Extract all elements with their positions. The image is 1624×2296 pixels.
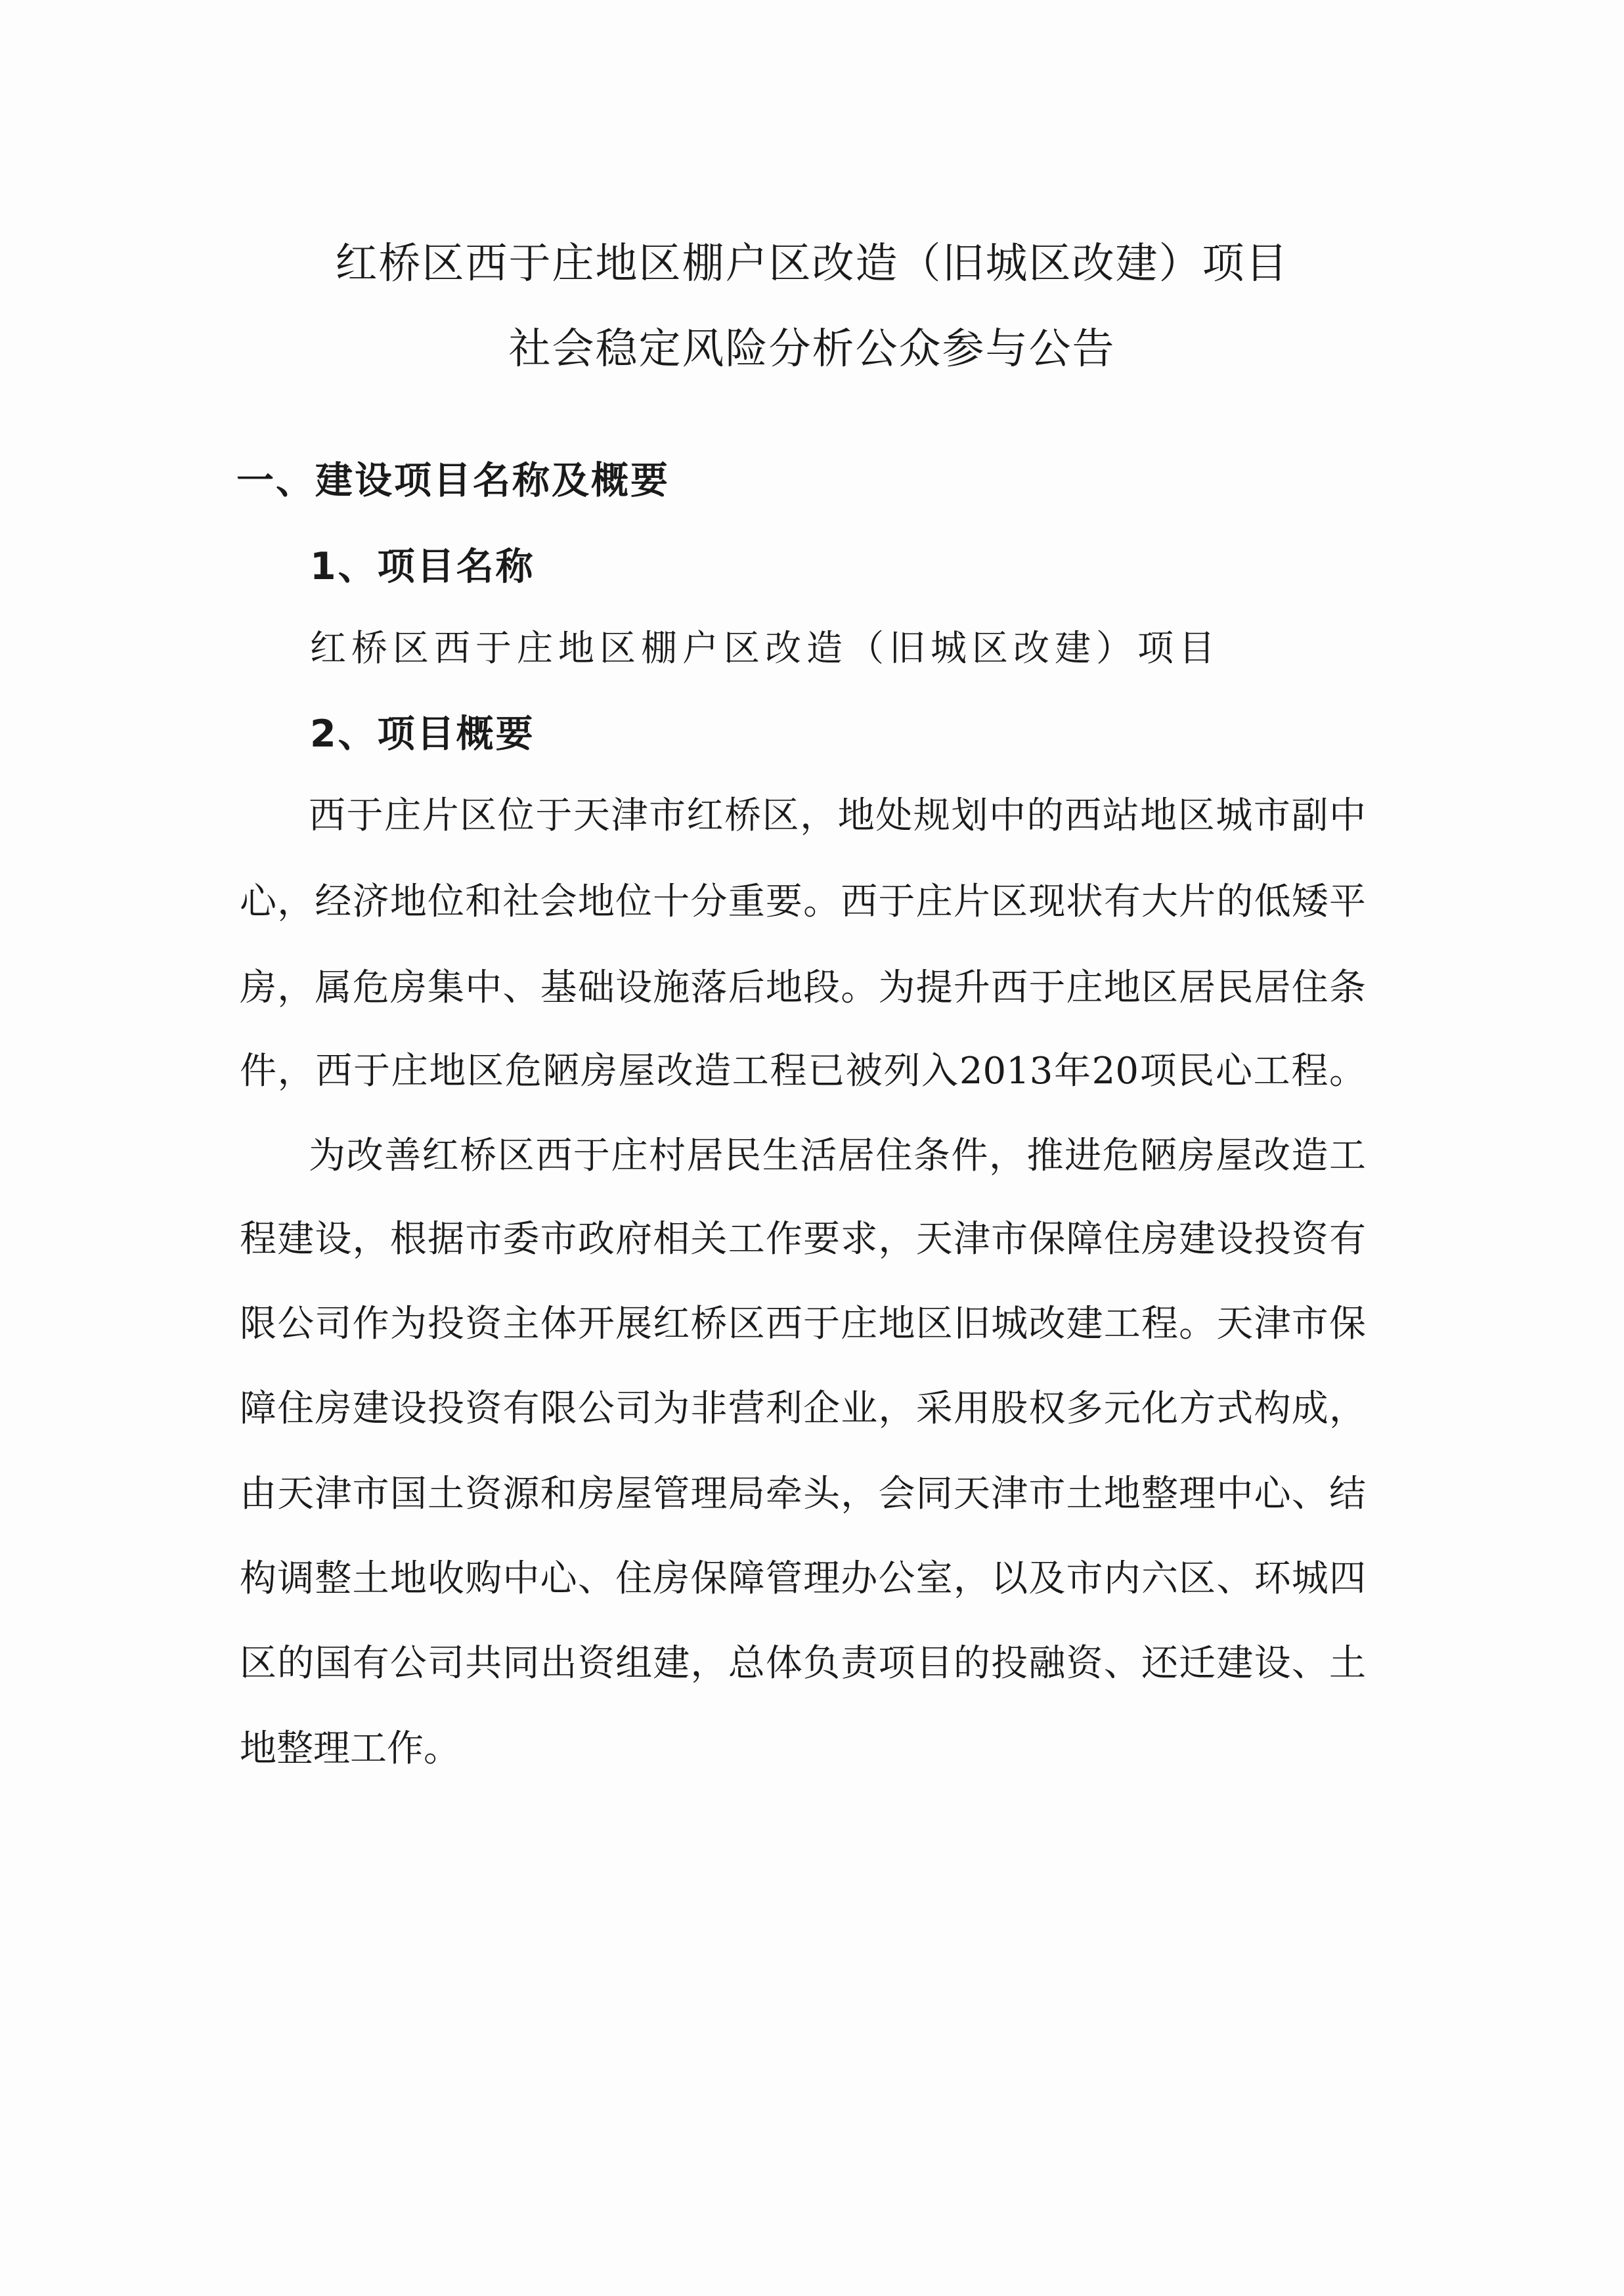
paragraph2-line: 区的国有公司共同出资组建，总体负责项目的投融资、还迁建设、土 [240, 1642, 1366, 1685]
paragraph2-line: 由天津市国土资源和房屋管理局牵头，会同天津市土地整理中心、结 [240, 1473, 1366, 1515]
paragraph1-line: 西于庄片区位于天津市红桥区，地处规划中的西站地区城市副中 [309, 794, 1366, 837]
subsection-heading-name: 1、项目名称 [310, 545, 535, 588]
paragraph2-line: 构调整土地收购中心、住房保障管理办公室，以及市内六区、环城四 [240, 1557, 1366, 1600]
document-title-line1: 红桥区西于庄地区棚户区改造（旧城区改建）项目 [335, 240, 1289, 288]
paragraph2-line: 限公司作为投资主体开展红桥区西于庄地区旧城改建工程。天津市保 [240, 1303, 1366, 1345]
paragraph1-line: 件，西于庄地区危陋房屋改造工程已被列入2013年20项民心工程。 [240, 1050, 1366, 1093]
section-heading: 一、建设项目名称及概要 [236, 459, 670, 502]
paragraph1-line: 心，经济地位和社会地位十分重要。西于庄片区现状有大片的低矮平 [240, 880, 1366, 923]
subsection-heading-overview: 2、项目概要 [310, 712, 535, 756]
paragraph2-line: 障住房建设投资有限公司为非营利企业，采用股权多元化方式构成， [240, 1387, 1366, 1430]
paragraph1-line: 房，属危房集中、基础设施落后地段。为提升西于庄地区居民居住条 [240, 966, 1366, 1009]
paragraph2-line: 地整理工作。 [240, 1727, 460, 1770]
paragraph2-line: 为改善红桥区西于庄村居民生活居住条件，推进危陋房屋改造工 [309, 1135, 1366, 1177]
document-title-line2: 社会稳定风险分析公众参与公告 [508, 325, 1116, 374]
project-name-text: 红桥区西于庄地区棚户区改造（旧城区改建）项目 [310, 627, 1221, 669]
paragraph2-line: 程建设，根据市委市政府相关工作要求，天津市保障住房建设投资有 [240, 1218, 1366, 1261]
